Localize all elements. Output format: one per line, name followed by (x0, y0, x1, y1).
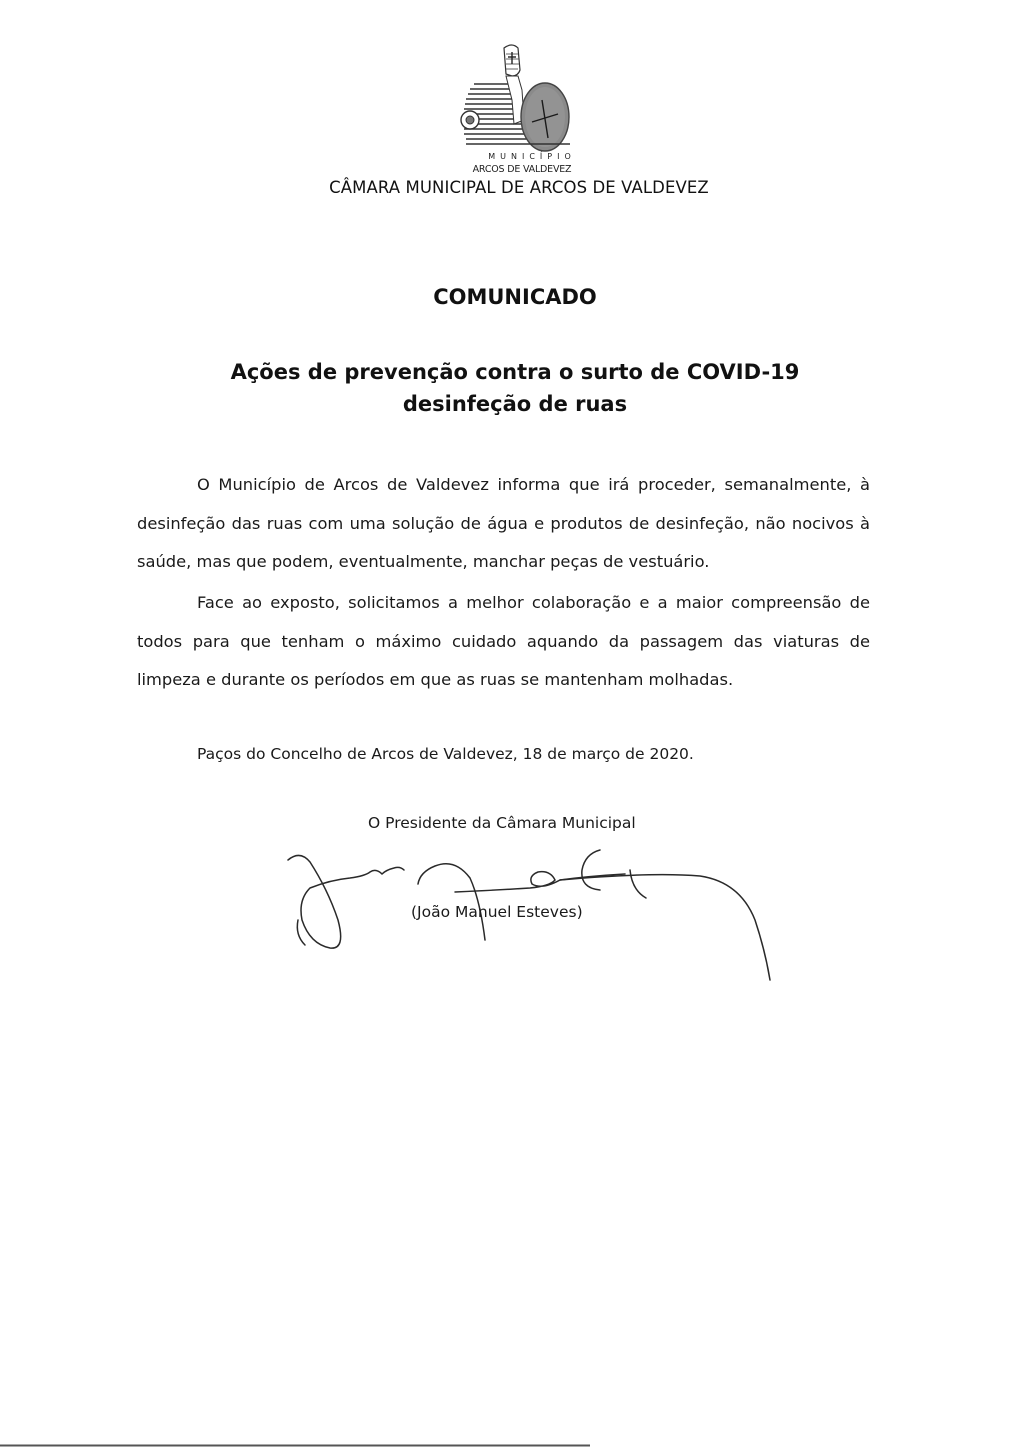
subtitle-line-2: desinfeção de ruas (402, 392, 628, 416)
body-paragraph-1 (137, 466, 870, 582)
institution-name: CÂMARA MUNICIPAL DE ARCOS DE VALDEVEZ (329, 178, 709, 197)
place-and-date: Paços do Concelho de Arcos de Valdevez, 18 de março de 2020. (197, 745, 694, 763)
document-type-title: COMUNICADO (433, 285, 597, 309)
paragraph-text: O Município de Arcos de Valdevez informa que irá proceder, semanalmente, à desinfeção das ruas com uma solução de água e produtos de desinfeção, não nocivos à saúde, mas que podem, eventualmente, manchar peças de vestuário. (137, 475, 870, 571)
body-paragraph-2 (137, 584, 870, 700)
signatory-name: (João Manuel Esteves) (411, 903, 583, 921)
municipio-label: MUNICÍPIO (488, 152, 576, 161)
paragraph-text: Face ao exposto, solicitamos a melhor colaboração e a maior compreensão de todos para que tenham o máximo cuidado aquando da passagem das viaturas de limpeza e durante os períodos em que as ruas se mantenham molhadas. (137, 593, 870, 689)
municipal-coat-of-arms-icon (452, 40, 582, 158)
document-subtitle (0, 356, 1024, 420)
municipality-name: ARCOS DE VALDEVEZ (472, 164, 572, 175)
municipal-logo (452, 40, 582, 158)
scan-edge-line (0, 1432, 590, 1435)
subtitle-line-1: Ações de prevenção contra o surto de COVID-19 (230, 360, 800, 384)
signatory-title: O Presidente da Câmara Municipal (368, 814, 636, 832)
